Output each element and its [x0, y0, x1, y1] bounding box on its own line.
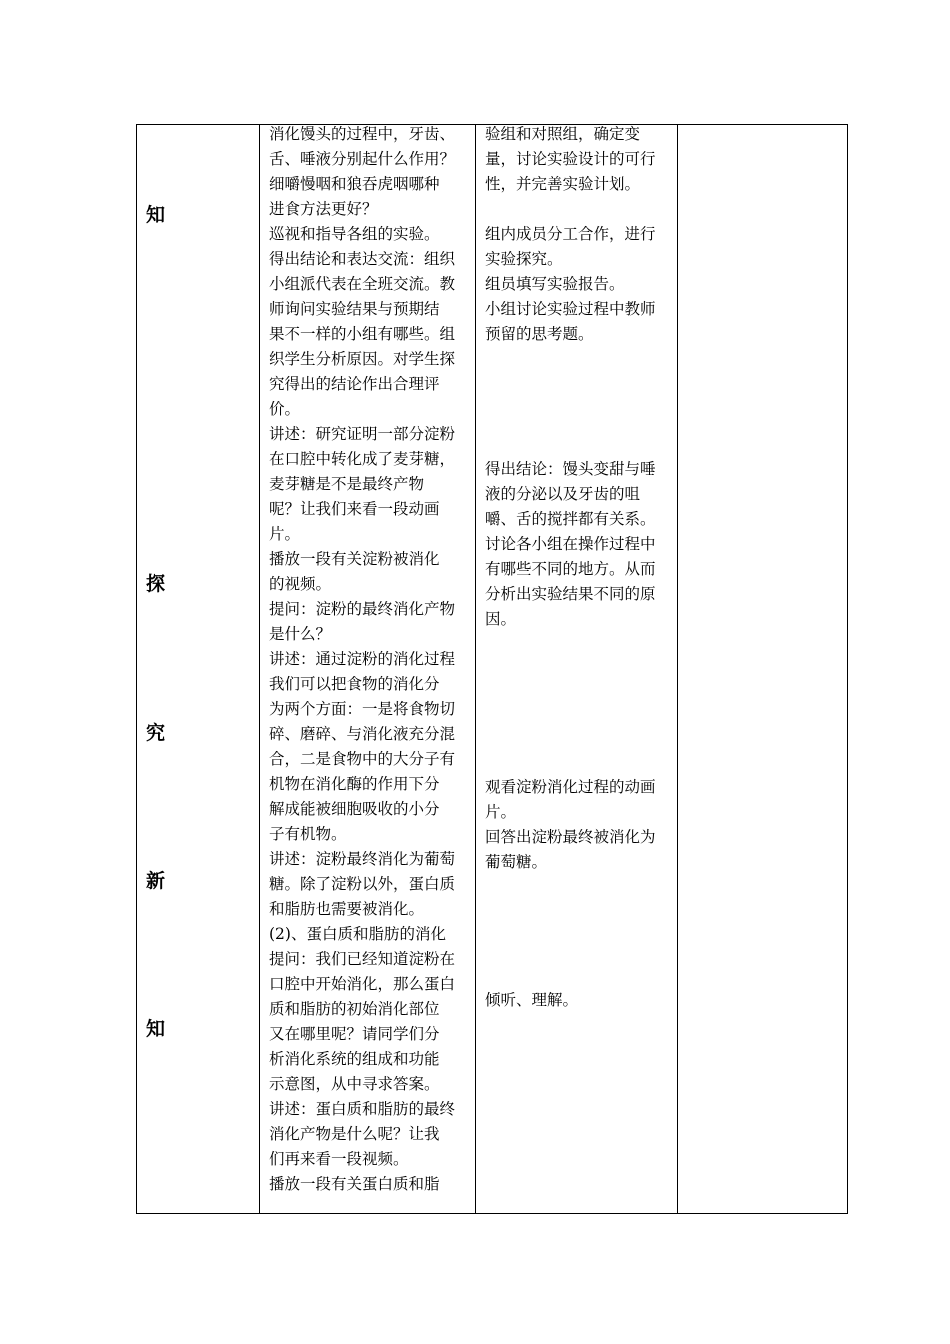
text-line: 师询问实验结果与预期结 [269, 300, 440, 318]
text-line: 为两个方面：一是将食物切 [269, 700, 456, 718]
text-line: 小组讨论实验过程中教师 [485, 300, 656, 318]
text-line: 的视频。 [269, 575, 332, 593]
text-line: 预留的思考题。 [485, 325, 594, 343]
text-line: 又在哪里呢？请同学们分 [269, 1025, 440, 1043]
text-line: 究得出的结论作出合理评 [269, 375, 440, 393]
text-line: 舌、唾液分别起什么作用？ [269, 150, 456, 168]
text-line: 量，讨论实验设计的可行 [485, 150, 656, 168]
text-line: 消化产物是什么呢？让我 [269, 1125, 440, 1143]
text-line: 有哪些不同的地方。从而 [485, 560, 656, 578]
column-divider [677, 125, 678, 1213]
student-block [485, 122, 656, 197]
text-line: 播放一段有关淀粉被消化 [269, 550, 440, 568]
text-line: 验组和对照组，确定变 [485, 125, 641, 143]
student-block [485, 775, 656, 875]
text-line: 麦芽糖是不是最终产物 [269, 475, 425, 493]
text-line: 口腔中开始消化，那么蛋白 [269, 975, 456, 993]
student-block [485, 457, 656, 632]
text-line: 价。 [269, 400, 301, 418]
text-line: 进食方法更好？ [269, 200, 378, 218]
text-line: 织学生分析原因。对学生探 [269, 350, 456, 368]
text-line: 细嚼慢咽和狼吞虎咽哪种 [269, 175, 440, 193]
text-line: 播放一段有关蛋白质和脂 [269, 1175, 440, 1193]
text-line: 片。 [269, 525, 301, 543]
stage-label-char: 知 [146, 1018, 166, 1040]
text-line: 机物在消化酶的作用下分 [269, 775, 440, 793]
stage-label-char: 探 [146, 573, 166, 595]
teacher-activity-column [269, 122, 455, 1197]
text-line: 倾听、理解。 [485, 991, 579, 1009]
text-line: 果不一样的小组有哪些。组 [269, 325, 456, 343]
stage-label-char: 新 [146, 870, 166, 892]
text-line: 液的分泌以及牙齿的咀 [485, 485, 641, 503]
text-line: 消化馒头的过程中，牙齿、 [269, 125, 456, 143]
text-line: 得出结论：馒头变甜与唾 [485, 460, 656, 478]
text-line: 是什么？ [269, 625, 332, 643]
text-line: 分析出实验结果不同的原 [485, 585, 656, 603]
text-line: 讨论各小组在操作过程中 [485, 535, 656, 553]
text-line: 和脂肪也需要被消化。 [269, 900, 425, 918]
text-line: 碎、磨碎、与消化液充分混 [269, 725, 456, 743]
text-line: 讲述：蛋白质和脂肪的最终 [269, 1100, 456, 1118]
text-line: 子有机物。 [269, 825, 347, 843]
student-block [485, 222, 656, 347]
stage-label-char: 知 [146, 204, 166, 226]
text-line: 巡视和指导各组的实验。 [269, 225, 440, 243]
column-divider [475, 125, 476, 1213]
text-line: 提问：淀粉的最终消化产物 [269, 600, 456, 618]
text-line: 们再来看一段视频。 [269, 1150, 409, 1168]
text-line: 小组派代表在全班交流。教 [269, 275, 456, 293]
text-line: 合，二是食物中的大分子有 [269, 750, 456, 768]
text-line: 观看淀粉消化过程的动画 [485, 778, 656, 796]
text-line: 性，并完善实验计划。 [485, 175, 641, 193]
text-line: 在口腔中转化成了麦芽糖， [269, 450, 456, 468]
text-line: 回答出淀粉最终被消化为 [485, 828, 656, 846]
text-line: 提问：我们已经知道淀粉在 [269, 950, 456, 968]
student-block [485, 988, 578, 1013]
text-line: 质和脂肪的初始消化部位 [269, 1000, 440, 1018]
text-line: 嚼、舌的搅拌都有关系。 [485, 510, 656, 528]
text-line: 得出结论和表达交流：组织 [269, 250, 456, 268]
text-line: 我们可以把食物的消化分 [269, 675, 440, 693]
text-line: 组员填写实验报告。 [485, 275, 625, 293]
text-line: 解成能被细胞吸收的小分 [269, 800, 440, 818]
text-line: 呢？让我们来看一段动画 [269, 500, 440, 518]
column-divider [259, 125, 260, 1213]
stage-label-char: 究 [146, 722, 166, 744]
text-line: 葡萄糖。 [485, 853, 548, 871]
text-line: (2)、蛋白质和脂肪的消化 [269, 925, 446, 943]
text-line: 糖。除了淀粉以外，蛋白质 [269, 875, 456, 893]
text-line: 实验探究。 [485, 250, 563, 268]
text-line: 示意图，从中寻求答案。 [269, 1075, 440, 1093]
text-line: 讲述：通过淀粉的消化过程 [269, 650, 456, 668]
text-line: 组内成员分工合作，进行 [485, 225, 656, 243]
text-line: 析消化系统的组成和功能 [269, 1050, 440, 1068]
text-line: 讲述：研究证明一部分淀粉 [269, 425, 456, 443]
text-line: 片。 [485, 803, 517, 821]
lesson-plan-table [136, 124, 848, 1214]
text-line: 因。 [485, 610, 517, 628]
text-line: 讲述：淀粉最终消化为葡萄 [269, 850, 456, 868]
